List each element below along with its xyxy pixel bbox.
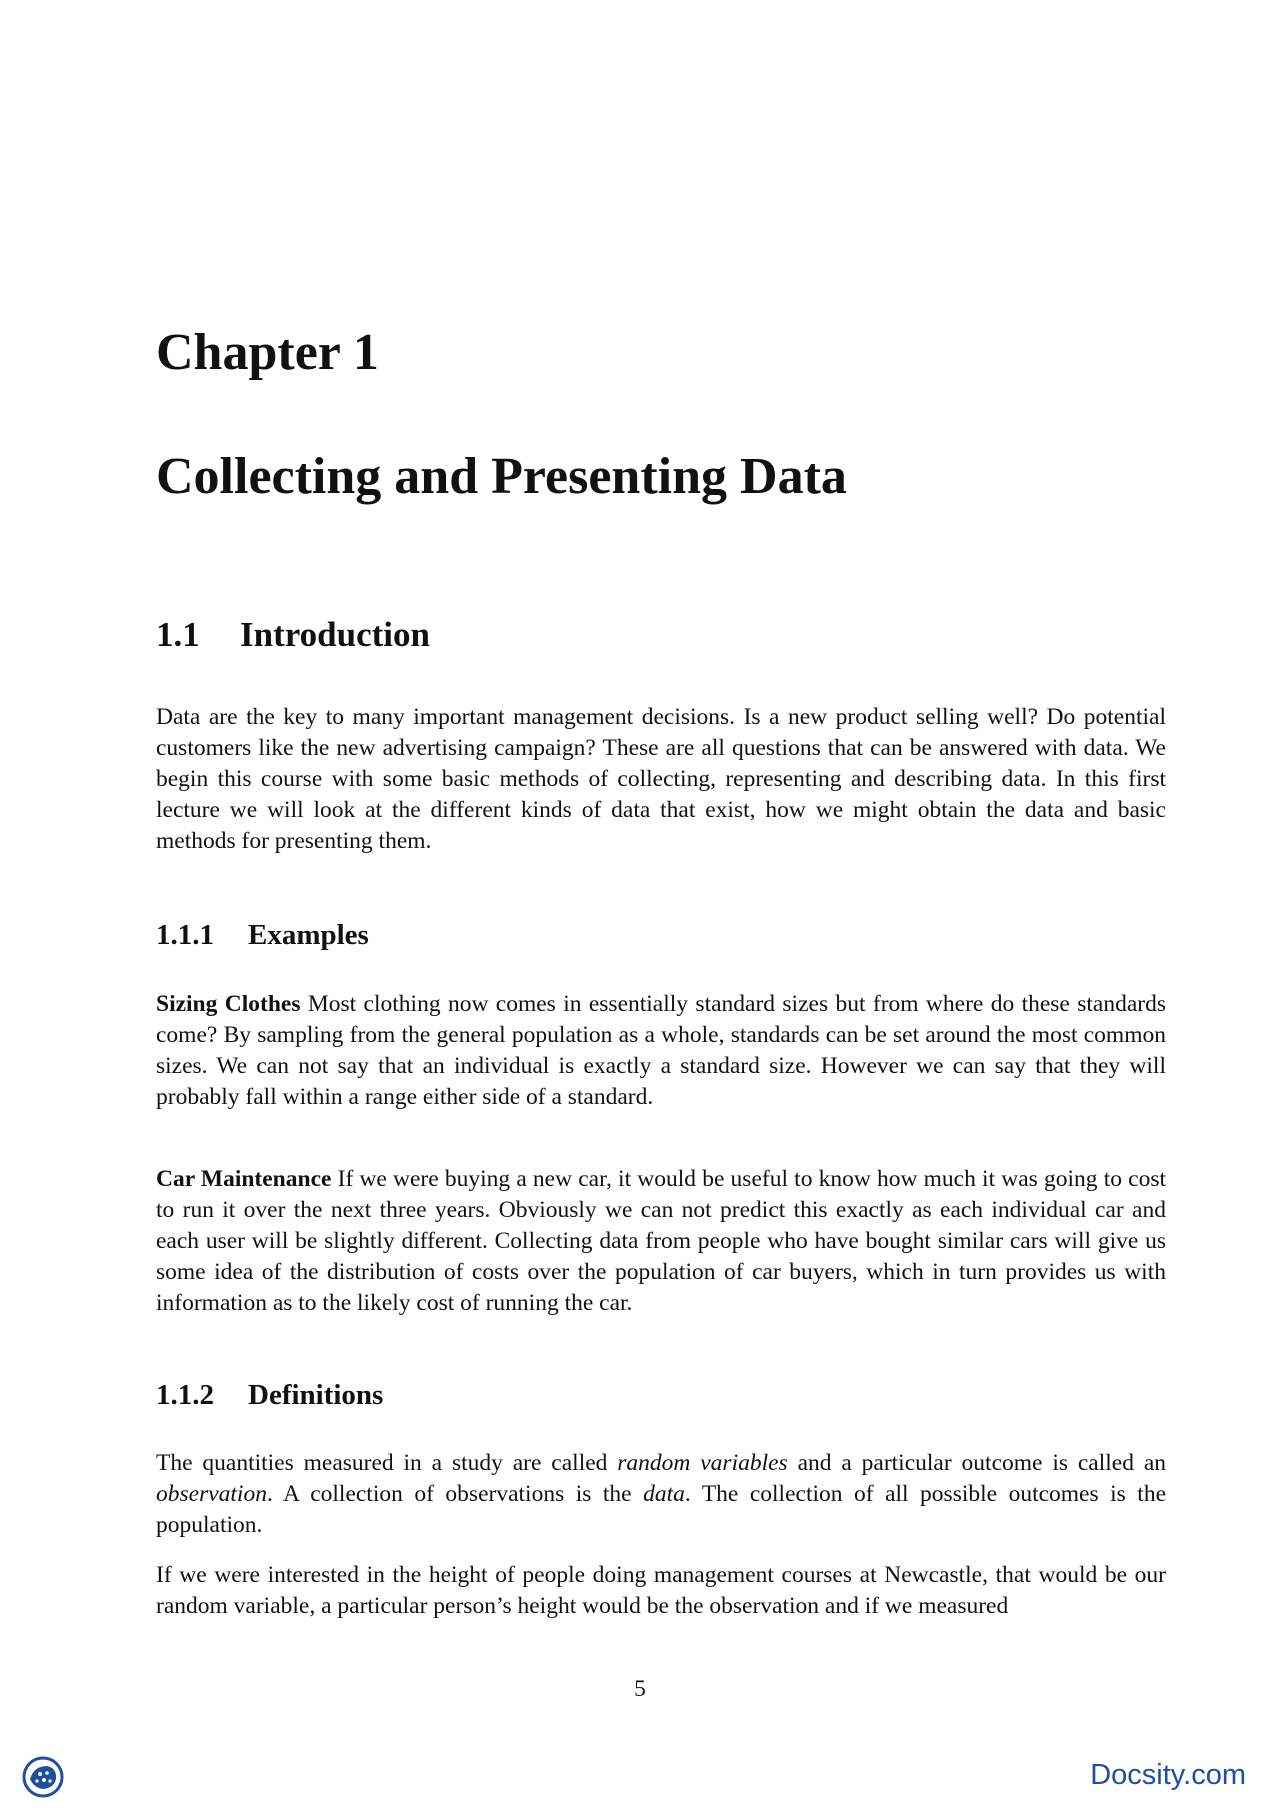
docsity-logo-icon[interactable] — [20, 1754, 66, 1800]
example-term: Car Maintenance — [156, 1166, 332, 1192]
chapter-title: Collecting and Presenting Data — [156, 448, 847, 505]
subsection-number: 1.1.1 — [156, 919, 214, 951]
text-run: . The collection of all possible outcomes is the population. — [156, 1481, 1167, 1538]
introduction-paragraph: Data are the key to many important management decisions. Is a new product selling well? Do potential customers like the new advertising campaign? These are all questions that can be answered with data. We begin this course with some basic methods of collecting, representing and describing data. In this first lecture we will look at the different kinds of data that exist, how we might obtain the data and basic methods for presenting them. — [156, 704, 1166, 854]
docsity-logo-graphic — [20, 1754, 66, 1800]
text-run: The quantities measured in a study are called — [156, 1450, 618, 1476]
chapter-label: Chapter 1 — [156, 324, 379, 381]
subsection-heading-examples — [156, 918, 369, 953]
example-text: Most clothing now comes in essentially standard sizes but from where do these standards come? By sampling from the general population as a whole, standards can be set around the most common sizes. We can not say that an individual is exactly a standard size. However we can say that they will probably fall within a range either side of a standard. — [156, 991, 1166, 1110]
section-number: 1.1 — [156, 615, 200, 654]
example-text: If we were buying a new car, it would be useful to know how much it was going to cost to run it over the next three years. Obviously we can not predict this exactly as each individual car and each user will be slightly different. Collecting data from people who have bought similar cars will give us some idea of the distribution of costs over the population of car buyers, which in turn provides us with information as to the likely cost of running the car. — [156, 1166, 1167, 1316]
definitions-paragraph-1 — [156, 1448, 1166, 1541]
emphasis-term: random variables — [617, 1450, 788, 1476]
docsity-link[interactable]: Docsity.com — [1090, 1759, 1246, 1791]
text-run: . A collection of observations is the — [266, 1481, 644, 1507]
example-car-maintenance — [156, 1164, 1166, 1319]
subsection-number: 1.1.2 — [156, 1379, 214, 1411]
subsection-title: Definitions — [248, 1379, 384, 1411]
subsection-heading-definitions — [156, 1378, 383, 1413]
page-number: 5 — [634, 1676, 646, 1702]
text-run: and a particular outcome is called an — [787, 1450, 1166, 1476]
emphasis-term: observation — [156, 1481, 267, 1507]
definitions-paragraph-2: If we were interested in the height of people doing management courses at Newcastle, that would be our random variable, a particular person’s height would be the observation and if we measured — [156, 1562, 1166, 1619]
example-sizing-clothes — [156, 989, 1166, 1113]
example-term: Sizing Clothes — [156, 991, 301, 1017]
section-title: Introduction — [240, 615, 430, 654]
emphasis-term: data — [643, 1481, 685, 1507]
section-heading-introduction — [156, 614, 430, 656]
subsection-title: Examples — [248, 919, 369, 951]
